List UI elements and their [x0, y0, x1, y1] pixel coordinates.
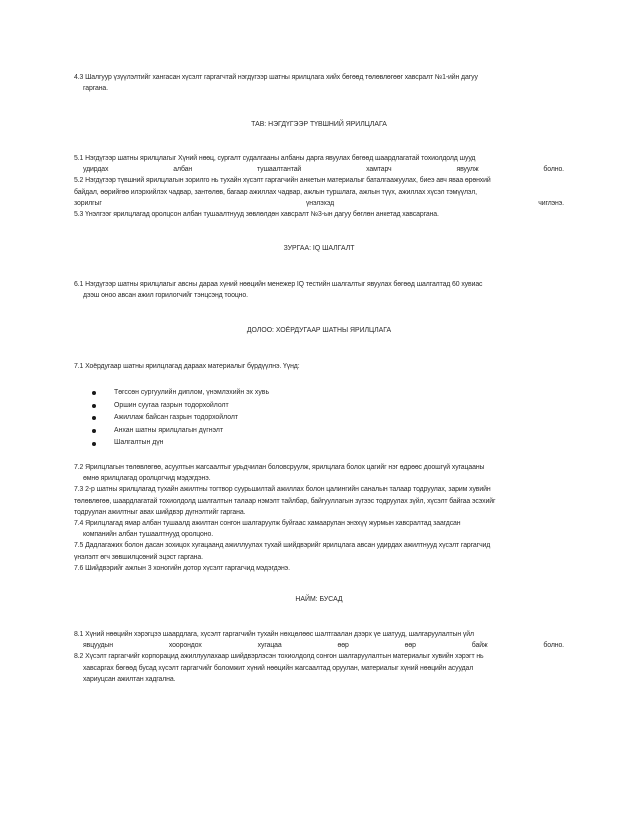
text-line: тодруулан ажилтныг авах шийдвэр дүгнэлтийг гаргана. [74, 508, 246, 516]
section-heading-6: ЗУРГАА: IQ ШАЛГАЛТ [283, 245, 355, 252]
section-heading-5: ТАВ: НЭГДҮГЭЭР ТҮВШНИЙ ЯРИЛЦЛАГА [251, 121, 387, 128]
text-line: 6.1 Нэгдүгээр шатны ярилцлагыг авсны дараа хүний нөөцийн менежер IQ тестийн шалгалтыг явуулах бөгөөд шалгалтад 60 хувиас [74, 281, 483, 288]
text-line: дээш оноо авсан ажил горилогчийг тэнцсэнд тооцно. [83, 292, 248, 300]
bullet-icon [92, 391, 96, 395]
text-line: 8.2 Хүсэлт гаргагчийг корпорацид ажиллуулахаар шийдвэрлэсэн тохиолдолд сонгон шалгаруулалтын материалыг хувийн хэрэгт нь [74, 653, 484, 661]
text-line: 7.5 Дадлагажих болон дасан зохицох хугацаанд ажиллуулах тухай шийдвэрийг ярилцлага авсан удирдах ажилтнууд хүсэлт гаргагчид [74, 542, 491, 550]
text-line: 7.2 Ярилцлагын төлөвлөгөө, асуултын жагсаалтыг урьдчилан боловсруулж, ярилцлага болох цагийг нэг өдрөөс доошгүй хугацааны [74, 464, 485, 471]
section-heading-8: НАЙМ: БУСАД [295, 596, 343, 603]
text-line: хавсаргах бөгөөд бусад хүсэлт гаргагчийг боломжит хүний нөөцийн жагсаалтад оруулан, материалыг хүний нөөцийн асуудал [83, 664, 474, 672]
bullet-icon [92, 416, 96, 420]
section-heading-7: ДОЛОО: ХОЁРДУГААР ШАТНЫ ЯРИЛЦЛАГА [246, 327, 392, 334]
text-line: хариуцсан ажилтан хадгална. [83, 675, 176, 683]
bullet-icon [92, 429, 96, 433]
text-line: 8.1 Хүний нөөцийн хэрэгцээ шаардлага, хүсэлт гаргагчийн тухайн нөхцөлөөс шалтгаалан дээрх үе шатууд, шалгаруулалтын үйл [74, 631, 474, 638]
bullet-icon [92, 442, 96, 446]
list-item: Төгссөн сургуулийн диплом, үнэмлэхийн эх хувь [92, 387, 392, 400]
paragraph-7-1 [74, 361, 564, 372]
list-item: Шалгалтын дүн [92, 437, 392, 450]
text-line: үнэлэлт өгч зөвшилцсөний эцэст гаргана. [74, 553, 203, 561]
text-line: төлөвлөгөө, шаардлагатай тохиолдолд шалгалтын талаар нэмэлт тайлбар, байгууллагын зүгээс тодруулах зүйл, хүсэлт байгаа эсэхийг [74, 497, 496, 505]
text-line: өмнө ярилцлагад оролцогчид мэдэгдэнэ. [83, 475, 211, 483]
text-line: гаргана. [83, 85, 108, 93]
section-5-body [74, 153, 564, 220]
text-line: удирдах албан тушаалтантай хамтарч явуулж болно. [83, 166, 564, 174]
materials-bullet-list [92, 387, 392, 450]
list-item: Ажиллаж байсан газрын тодорхойлолт [92, 412, 392, 425]
text-line: зорилгыг үнэлэхэд чиглэнэ. [74, 199, 564, 207]
list-item: Оршин суугаа газрын тодорхойлолт [92, 400, 392, 413]
bullet-icon [92, 404, 96, 408]
text-line: 7.3 2-р шатны ярилцлагад тухайн ажилтны тогтвор суурьшилтай ажиллах болон цалингийн саналын талаар тодруулах, зарим хувийн [74, 486, 491, 494]
text-line: 4.3 Шалгуур үзүүлэлтийг хангасан хүсэлт гаргагчтай нэгдүгээр шатны ярилцлага хийх бөгөөд төлөвлөгөөг хавсралт №1-ийн дагуу [74, 74, 478, 81]
paragraph-4-3 [74, 72, 564, 94]
section-8-body [74, 629, 564, 685]
text-line: компанийн албан тушаалтнууд оролцоно. [83, 531, 214, 539]
text-line: 5.2 Нэгдүгээр түвшний ярилцлагын зорилго нь тухайн хүсэлт гаргагчийн анкетын материалыг баталгаажуулах, биеэ авч яваа өрөнхий [74, 177, 491, 185]
text-line: байдал, өөрийгөө илэрхийлэх чадвар, зантөлөв, багаар ажиллах чадвар, ажлын туршлага, ажлын түүх, ажиллах хүсэл тэмүүлэл, [74, 188, 477, 196]
text-line: 5.1 Нэгдүгээр шатны ярилцлагыг Хүний нөөц, сургалт судалгааны албаны дарга явуулах бөгөөд шаардлагатай тохиолдолд шууд [74, 155, 476, 162]
list-item: Анхан шатны ярилцлагын дүгнэлт [92, 425, 392, 438]
text-line: 7.1 Хоёрдугаар шатны ярилцлагад дараах материалыг бүрдүүлнэ. Үүнд: [74, 363, 300, 370]
text-line: 7.6 Шийдвэрийг ажлын 3 хоногийн дотор хүсэлт гаргагчид мэдэгдэнэ. [74, 564, 290, 572]
section-6-body [74, 279, 564, 301]
text-line: явцуудын хоорондох хугацаа өөр өөр байж болно. [83, 642, 564, 650]
text-line: 5.3 Үнэлгээг ярилцлагад оролцсон албан тушаалтнууд зөвлөлдөн хавсралт №3-ын дагуу бөглөн анкетад хавсаргана. [74, 210, 439, 218]
section-7-body [74, 462, 564, 574]
text-line: 7.4 Ярилцлагад ямар албан тушаалд ажилтан сонгон шалгаруулж буйгаас хамаарулан энэхүү журмын хавсралтад заагдсан [74, 520, 461, 528]
